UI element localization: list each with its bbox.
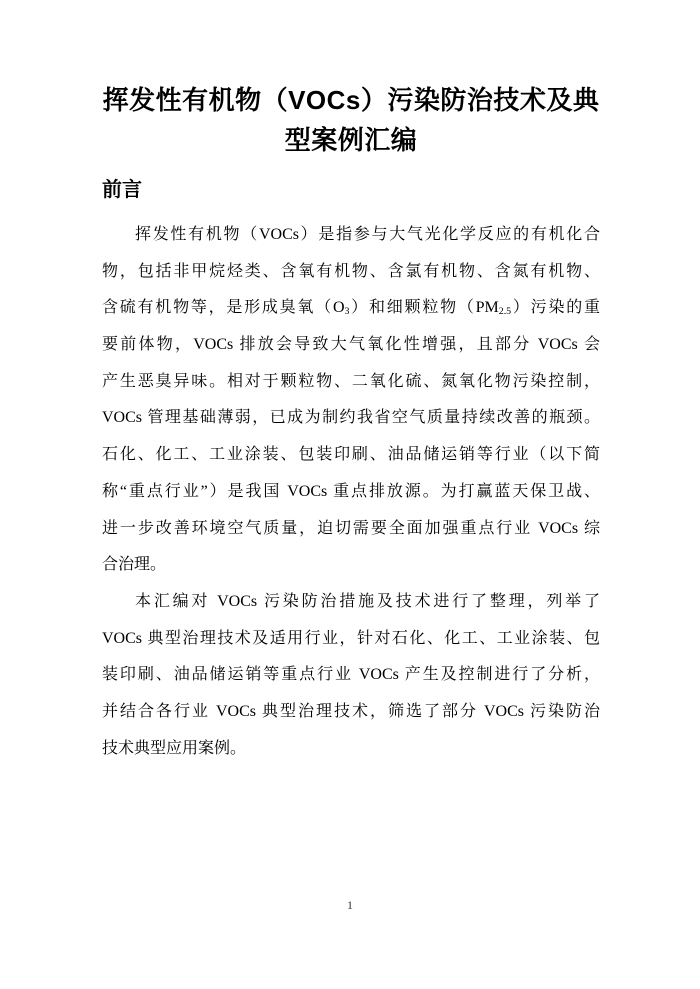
paragraph-line: 技术典型应用案例。 [102,739,247,757]
paragraph-line: 物，包括非甲烷烃类、含氧有机物、含氯有机物、含氮有机物、 [102,262,600,280]
paragraph-line: 本汇编对 VOCs 污染防治措施及技术进行了整理，列举了 [135,592,600,610]
document-title-line: 型案例汇编 [284,125,418,155]
paragraph-line: 并结合各行业 VOCs 典型治理技术，筛选了部分 VOCs 污染防治 [102,702,600,720]
paragraph-line: 合治理。 [102,556,167,574]
paragraph-line: 石化、化工、工业涂装、包装印刷、油品储运销等行业（以下简 [102,446,600,464]
preface-heading: 前言 [102,179,142,201]
page-number: 1 [347,898,353,912]
paragraph-line: 挥发性有机物（VOCs）是指参与大气光化学反应的有机化合 [135,226,600,243]
paragraph-line: 含硫有机物等，是形成臭氧$(O_3)$和细颗粒物$(PM_{2.5})$污染的重 [102,299,600,318]
paragraph-line: 称“重点行业”）是我国 VOCs 重点排放源。为打赢蓝天保卫战、 [102,482,600,500]
document-title-line: 挥发性有机物（VOCs）污染防治技术及典 [102,85,600,115]
preface-body [102,217,600,767]
paragraph-line: 装印刷、油品储运销等重点行业 VOCs 产生及控制进行了分析， [102,666,600,684]
paragraph-line: VOCs 管理基础薄弱，已成为制约我省空气质量持续改善的瓶颈。 [102,409,600,427]
paragraph-line: 产生恶臭异味。相对于颗粒物、二氧化硫、氮氧化物污染控制， [102,372,600,390]
document-content [102,0,600,767]
document-title [102,80,600,160]
paragraph-line: VOCs 典型治理技术及适用行业，针对石化、化工、工业涂装、包 [102,629,600,647]
paragraph-line: 进一步改善环境空气质量，迫切需要全面加强重点行业 VOCs 综 [102,519,600,537]
paragraph-line: 要前体物，VOCs 排放会导致大气氧化性增强，且部分 VOCs 会 [102,336,600,354]
